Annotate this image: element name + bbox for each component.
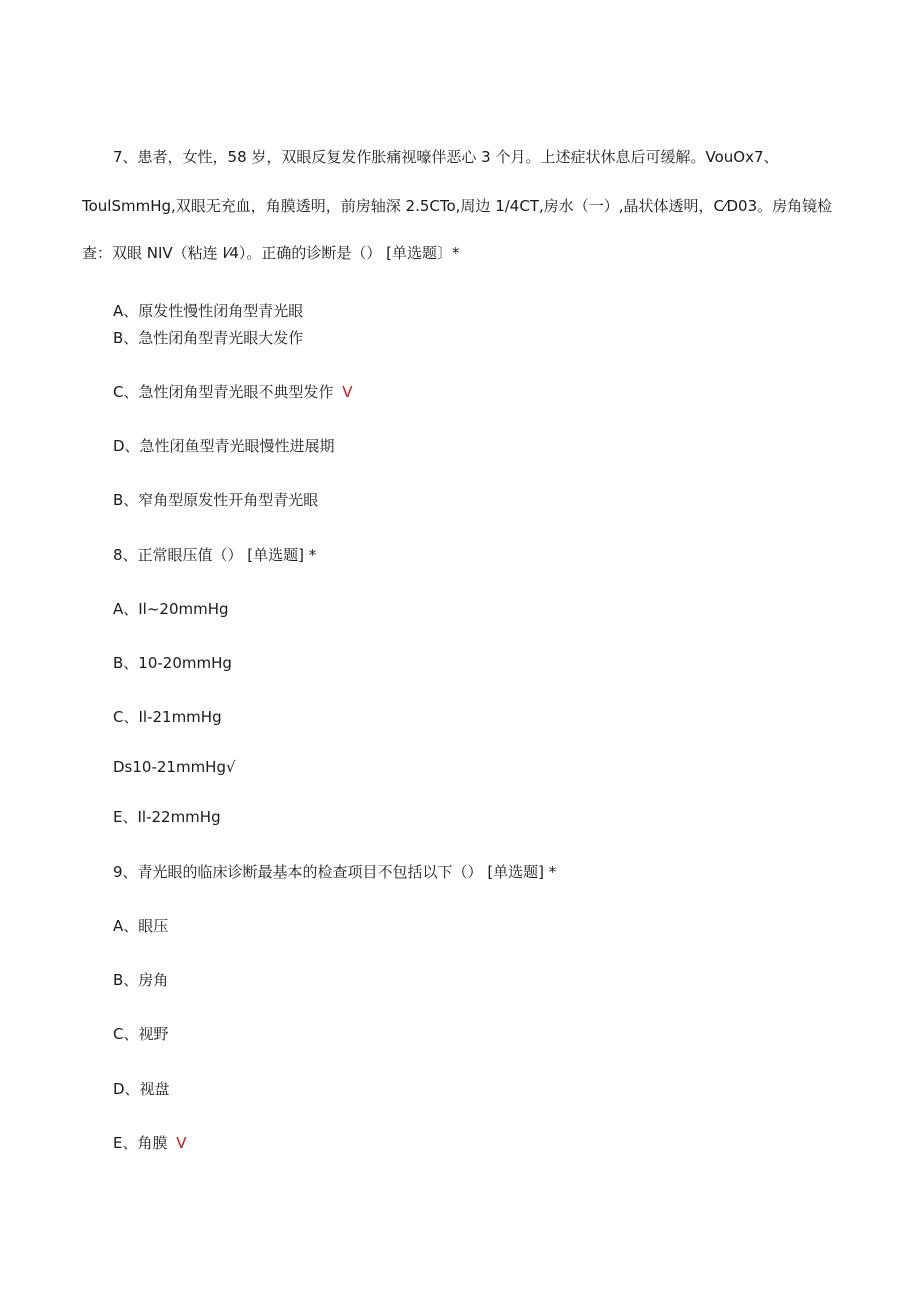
- question-7-stem-line-2: ToulSmmHg,双眼无充血，角膜透明，前房轴深 2.5CTo,周边 1/4CT,房水（一）,晶状体透明，C⁄D03。房角镜检: [82, 197, 833, 215]
- question-8-option-d[interactable]: [113, 757, 236, 777]
- option-label: B、10-20mmHg: [113, 654, 232, 672]
- question-9-option-a[interactable]: [113, 916, 168, 936]
- correct-answer-mark: V: [176, 1134, 187, 1152]
- option-label: B、房角: [113, 971, 169, 989]
- question-8-option-a[interactable]: [113, 599, 229, 619]
- option-label: C、Il-21mmHg: [113, 708, 222, 726]
- option-label: C、急性闭角型青光眼不典型发作: [113, 383, 334, 401]
- option-label: Ds10-21mmHg√: [113, 758, 236, 776]
- question-7-option-c[interactable]: [113, 382, 353, 402]
- correct-answer-mark: V: [342, 383, 353, 401]
- question-9-option-e[interactable]: [113, 1133, 187, 1153]
- question-9-option-b[interactable]: [113, 970, 168, 990]
- question-8-option-b[interactable]: [113, 653, 232, 673]
- question-7-stem-line-1: 7、患者，女性，58 岁，双眼反复发作胀痛视嚎伴恶心 3 个月。上述症状休息后可缓解。VouOx7、: [113, 148, 779, 166]
- question-8-stem: 8、正常眼压值（） [单选题] *: [113, 546, 317, 564]
- question-7-option-a[interactable]: [113, 301, 303, 321]
- option-label: B、窄角型原发性开角型青光眼: [113, 491, 319, 509]
- question-9-option-c[interactable]: [113, 1024, 168, 1044]
- option-label: E、Il-22mmHg: [113, 808, 221, 826]
- option-label: B、急性闭角型青光眼大发作: [113, 329, 304, 347]
- question-7-option-b[interactable]: [113, 328, 303, 348]
- question-8-option-c[interactable]: [113, 707, 222, 727]
- option-label: C、视野: [113, 1025, 169, 1043]
- question-8-option-e[interactable]: [113, 807, 221, 827]
- option-label: A、眼压: [113, 917, 169, 935]
- question-7-option-e[interactable]: [113, 490, 318, 510]
- question-7-option-d[interactable]: [113, 436, 335, 456]
- option-label: A、Il~20mmHg: [113, 600, 229, 618]
- option-label: D、急性闭鱼型青光眼慢性进展期: [113, 437, 335, 455]
- question-7-stem-line-3: 查：双眼 NIV（粘连 Ⅰ⁄4）。正确的诊断是（） [单选题〕*: [82, 244, 460, 262]
- option-label: A、原发性慢性闭角型青光眼: [113, 302, 304, 320]
- question-9-option-d[interactable]: [113, 1079, 170, 1099]
- option-label: D、视盘: [113, 1080, 170, 1098]
- question-9-stem: 9、青光眼的临床诊断最基本的检查项目不包括以下（） [单选题] *: [113, 863, 557, 881]
- option-label: E、角膜: [113, 1134, 168, 1152]
